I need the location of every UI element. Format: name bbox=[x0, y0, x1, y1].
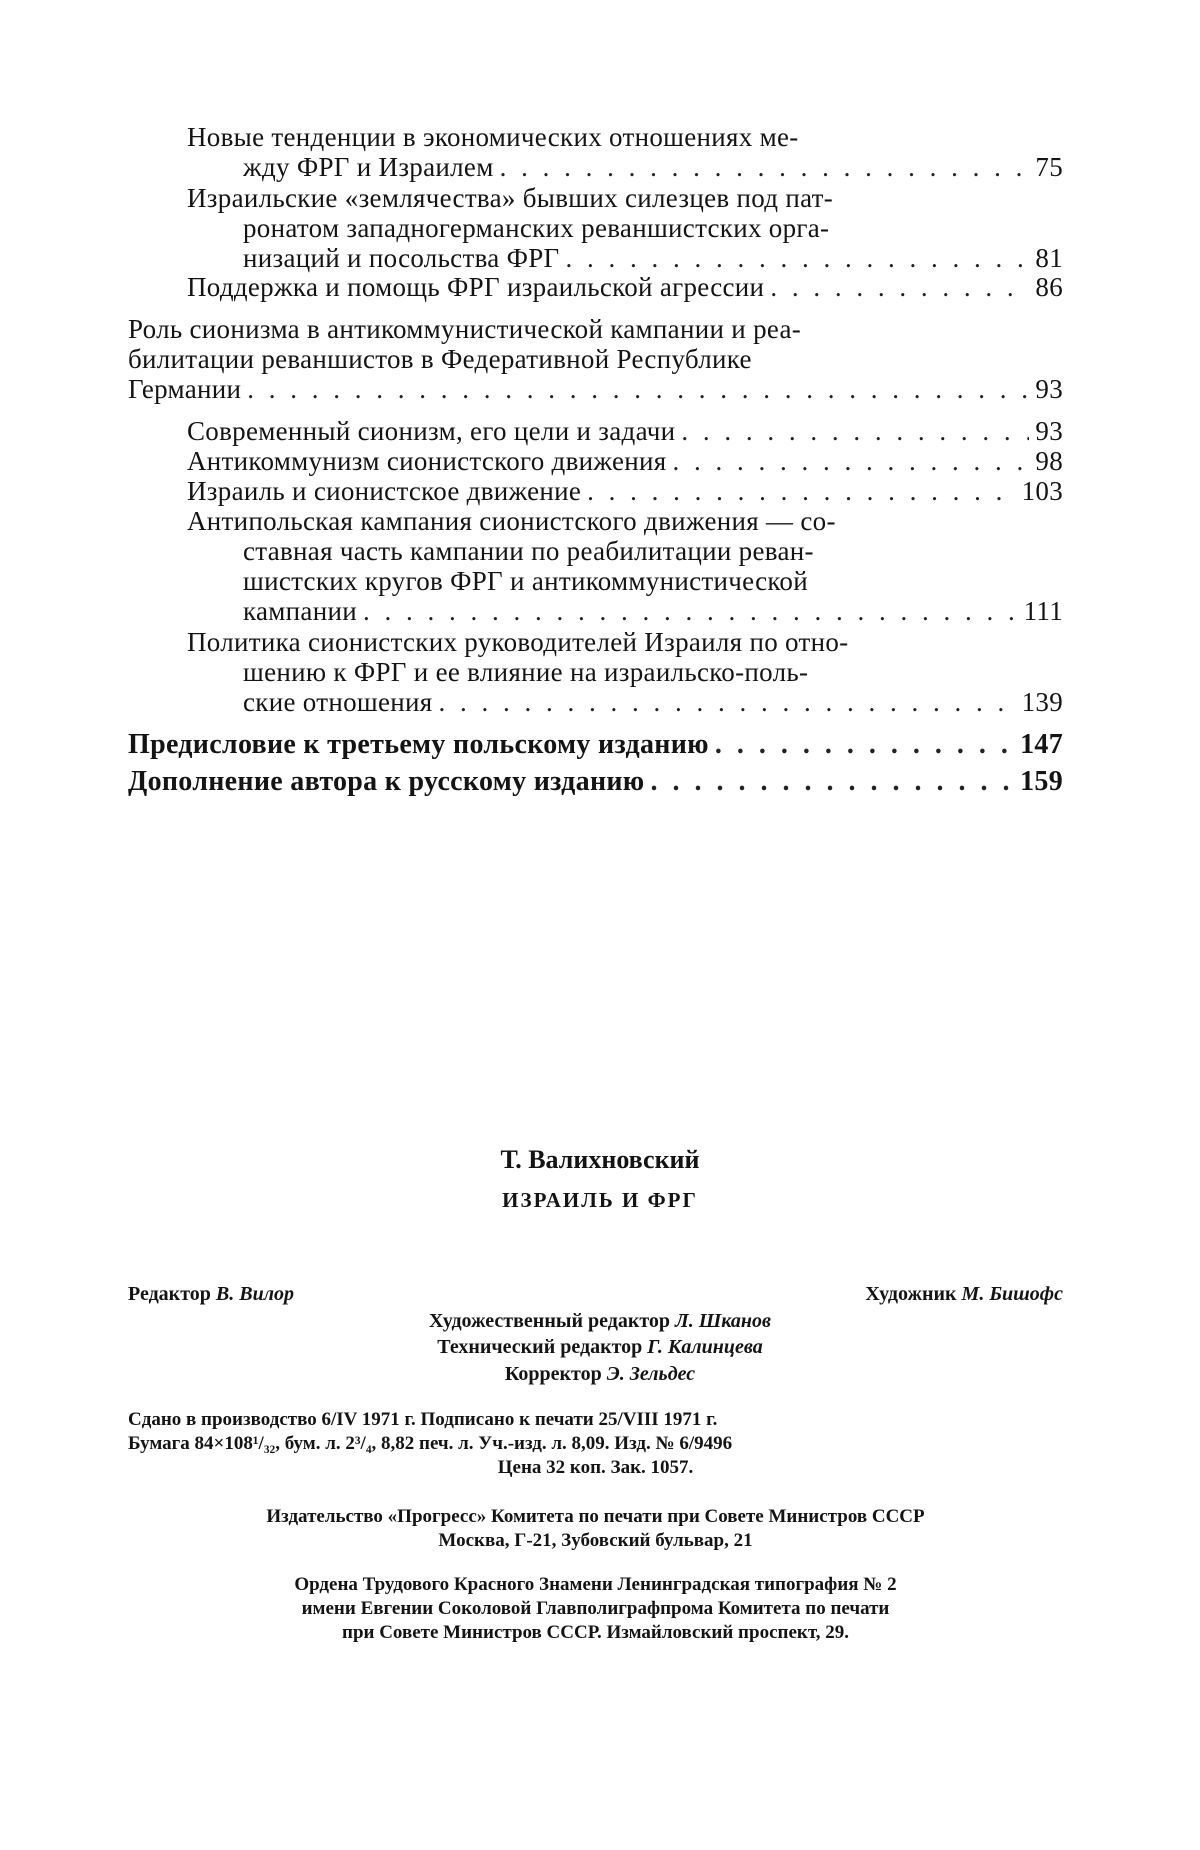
toc-page-number: 147 bbox=[1020, 729, 1063, 760]
production-signed: Подписано к печати 25/VIII 1971 г. bbox=[420, 1409, 718, 1430]
toc-page-number: 159 bbox=[1020, 766, 1063, 797]
toc-entry-title-end: жду ФРГ и Израилем bbox=[243, 152, 494, 182]
publisher-name: Издательство «Прогресс» Комитета по печати при Совете Министров СССР bbox=[266, 1506, 925, 1527]
toc-entry-last-line bbox=[187, 243, 1063, 273]
printer-line: Ордена Трудового Красного Знамени Ленинградская типография № 2 bbox=[294, 1574, 897, 1595]
toc-entry-title-end: низаций и посольства ФРГ bbox=[243, 243, 560, 273]
toc-entry-last-line bbox=[187, 272, 1063, 302]
toc-entry-line: Антипольская кампания сионистского движения — со- bbox=[187, 506, 836, 536]
book-author: Т. Валихновский bbox=[500, 1145, 700, 1174]
toc-entry-line: Роль сионизма в антикоммунистической кампании и реа- bbox=[128, 314, 802, 344]
dot-leader bbox=[363, 596, 1018, 626]
toc-entry-title-end: ские отношения bbox=[243, 687, 433, 717]
production-dates bbox=[128, 1408, 1063, 1432]
toc-entry-last-line bbox=[128, 374, 1063, 404]
toc-entry bbox=[128, 314, 1063, 404]
toc-entry-last-line bbox=[187, 476, 1063, 506]
toc-entry-last-line bbox=[128, 730, 1063, 760]
toc-entry bbox=[187, 183, 1063, 273]
toc-page-number: 139 bbox=[1021, 687, 1063, 717]
dot-leader bbox=[681, 416, 1029, 446]
artist-name: М. Бишофс bbox=[961, 1283, 1063, 1305]
toc-entry bbox=[128, 730, 1063, 760]
toc-entry-title-end: Поддержка и помощь ФРГ израильской агрессии bbox=[187, 272, 765, 302]
toc-entry-last-line bbox=[128, 767, 1063, 797]
toc-entry-last-line bbox=[187, 446, 1063, 476]
toc-entry bbox=[187, 122, 1063, 182]
toc-entry bbox=[187, 416, 1063, 446]
toc-page-number: 86 bbox=[1035, 272, 1063, 302]
toc-entry-title-end: Дополнение автора к русскому изданию bbox=[128, 766, 645, 797]
artist-credit bbox=[865, 1283, 1063, 1306]
production-submitted: Сдано в производство 6/IV 1971 г. bbox=[128, 1409, 416, 1430]
toc-entry-last-line bbox=[187, 596, 1063, 626]
dot-leader bbox=[500, 152, 1030, 182]
publisher-address: Москва, Г-21, Зубовский бульвар, 21 bbox=[438, 1530, 753, 1551]
toc-entry-title-end: Предисловие к третьему польскому изданию bbox=[128, 729, 709, 760]
toc-entry-title-end: Антикоммунизм сионистского движения bbox=[187, 446, 667, 476]
toc-entry-title-end: Израиль и сионистское движение bbox=[187, 476, 582, 506]
art-editor-label: Художественный редактор bbox=[429, 1310, 671, 1332]
art-editor-credit bbox=[0, 1310, 1200, 1333]
toc-entry bbox=[128, 767, 1063, 797]
tech-editor-credit bbox=[0, 1336, 1200, 1359]
toc-page-number: 103 bbox=[1021, 476, 1063, 506]
toc-entry-line: Израильские «землячества» бывших силезцев под пат- bbox=[187, 183, 834, 213]
production-info bbox=[128, 1408, 1063, 1480]
dot-leader bbox=[651, 767, 1015, 797]
artist-label: Художник bbox=[865, 1283, 957, 1305]
toc-entry-line: Новые тенденции в экономических отношениях ме- bbox=[187, 122, 799, 152]
paper-info: Бумага 84×108¹/₃₂, бум. л. 2³/₄, 8,82 печ. л. Уч.-изд. л. 8,09. Изд. № 6/9496 bbox=[128, 1433, 733, 1454]
toc-entry-line: билитации реваншистов в Федеративной Республике bbox=[128, 344, 752, 374]
toc-entry-line: ронатом западногерманских реваншистских орга- bbox=[243, 213, 830, 243]
editor-label: Редактор bbox=[128, 1283, 211, 1305]
toc-entry bbox=[187, 506, 1063, 626]
toc-entry-title-end: кампании bbox=[243, 596, 357, 626]
tech-editor-name: Г. Калинцева bbox=[647, 1336, 763, 1358]
toc-entry bbox=[187, 272, 1063, 302]
toc-entry bbox=[187, 476, 1063, 506]
toc-entry-line: шистских кругов ФРГ и антикоммунистической bbox=[243, 566, 808, 596]
toc-page-number: 81 bbox=[1035, 243, 1063, 273]
dot-leader bbox=[770, 272, 1029, 302]
editor-name: В. Вилор bbox=[215, 1283, 294, 1305]
toc-page-number: 111 bbox=[1023, 596, 1063, 626]
toc-entry-line: шению к ФРГ и ее влияние на израильско-поль- bbox=[243, 657, 809, 687]
proofreader-credit bbox=[0, 1363, 1200, 1386]
dot-leader bbox=[587, 476, 1015, 506]
toc-entry bbox=[187, 446, 1063, 476]
printer-line: имени Евгении Соколовой Главполиграфпрома Комитета по печати bbox=[301, 1598, 890, 1619]
proofreader-label: Корректор bbox=[504, 1363, 602, 1385]
book-title: ИЗРАИЛЬ И ФРГ bbox=[502, 1188, 698, 1212]
proofreader-name: Э. Зельдес bbox=[606, 1363, 696, 1385]
toc-entry-title-end: Современный сионизм, его цели и задачи bbox=[187, 416, 676, 446]
publisher-info bbox=[128, 1505, 1063, 1553]
toc-entry-title-end: Германии bbox=[128, 374, 242, 404]
toc-entry-last-line bbox=[187, 416, 1063, 446]
printer-info bbox=[128, 1573, 1063, 1645]
tech-editor-label: Технический редактор bbox=[437, 1336, 643, 1358]
dot-leader bbox=[247, 374, 1029, 404]
toc-page-number: 75 bbox=[1035, 152, 1063, 182]
toc-page-number: 98 bbox=[1035, 446, 1063, 476]
toc-entry-last-line bbox=[187, 687, 1063, 717]
dot-leader bbox=[715, 730, 1014, 760]
toc-page-number: 93 bbox=[1035, 416, 1063, 446]
editor-credit bbox=[128, 1283, 294, 1306]
dot-leader bbox=[438, 687, 1015, 717]
printer-line: при Совете Министров СССР. Измайловский проспект, 29. bbox=[342, 1622, 849, 1643]
dot-leader bbox=[565, 243, 1029, 273]
art-editor-name: Л. Шканов bbox=[675, 1310, 771, 1332]
toc-page-number: 93 bbox=[1035, 374, 1063, 404]
price-info: Цена 32 коп. Зак. 1057. bbox=[497, 1457, 694, 1478]
toc-entry-line: ставная часть кампании по реабилитации реван- bbox=[243, 536, 814, 566]
dot-leader bbox=[672, 446, 1029, 476]
toc-entry bbox=[187, 627, 1063, 717]
toc-entry-line: Политика сионистских руководителей Израиля по отно- bbox=[187, 627, 849, 657]
toc-entry-last-line bbox=[187, 152, 1063, 182]
